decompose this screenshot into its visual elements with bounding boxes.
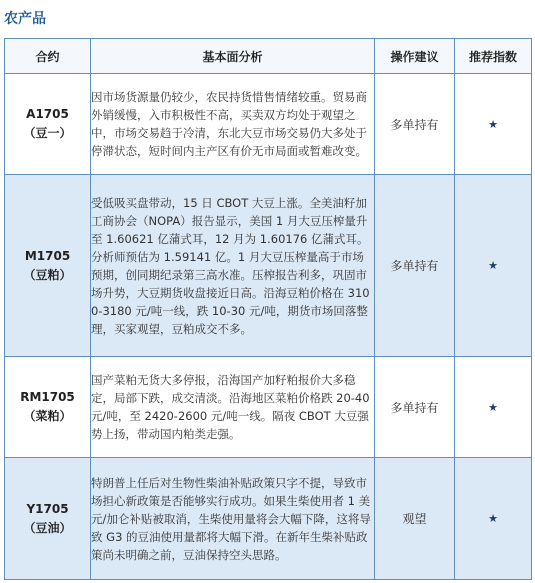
analysis-text: 国产菜粕无货大多停报，沿海国产加籽粕报价大多稳定，局部下跌，成交清淡。沿海地区菜粕价格跌 20-40 元/吨，至 2420-2600 元/吨一线。隔夜 CBOT 大豆强势上扬，带动国内粕类走强。 — [91, 357, 375, 458]
analysis-text: 特朗普上任后对生物性柴油补贴政策只字不提，导致市场担心新政策是否能够实行成功。如果生柴使用者 1 美元/加仑补贴被取消，生柴使用量将会大幅下降，这将导致 G3 的豆油使用量都将大幅下滑。在新年生柴补贴政策尚未明确之前，豆油保持空头思路。 — [91, 458, 375, 580]
advice-text: 多单持有 — [375, 175, 455, 357]
contract-name: （豆粕） — [23, 267, 72, 282]
table-row — [5, 175, 532, 357]
header-analysis: 基本面分析 — [91, 39, 375, 74]
table-row — [5, 458, 532, 580]
contract-code: Y1705 — [26, 501, 69, 516]
contract-code: RM1705 — [20, 390, 75, 404]
table-header-row — [5, 39, 532, 74]
contract-cell — [5, 357, 91, 458]
contract-code: M1705 — [24, 248, 71, 263]
advice-text: 多单持有 — [375, 357, 455, 458]
rating-star-icon: ★ — [455, 458, 532, 580]
contract-name: （豆一） — [23, 126, 72, 140]
advice-text: 多单持有 — [375, 74, 455, 175]
rating-star-icon: ★ — [455, 74, 532, 175]
table-row — [5, 74, 532, 175]
contract-cell — [5, 74, 91, 175]
analysis-text: 受低吸买盘带动，15 日 CBOT 大豆上涨。全美油籽加工商协会（NOPA）报告显示，美国 1 月大豆压榨量升至 1.60621 亿蒲式耳，12 月为 1.60176 亿蒲式耳。分析师预估为 1.59141 亿。1 月大豆压榨量高于市场预期，创同期纪录第三高水准。压榨报告利多，巩固市场升势，大豆期货收盘接近日高。沿海豆粕价格在 3100-3180 元/吨一线，跌 10-30 元/吨，期货市场回落整理，买家观望，豆粕成交不多。 — [91, 175, 375, 357]
contract-cell — [5, 175, 91, 357]
header-rating: 推荐指数 — [455, 39, 532, 74]
header-advice: 操作建议 — [375, 39, 455, 74]
analysis-text: 因市场货源量仍较少，农民持货惜售情绪较重。贸易商外销缓慢，入市积极性不高，买卖双方均处于观望之中，市场交易趋于冷清，东北大豆市场交易仍大多处于停滞状态，短时间内主产区有价无市局面或暂难改变。 — [91, 74, 375, 175]
header-contract: 合约 — [5, 39, 91, 74]
advice-text: 观望 — [375, 458, 455, 580]
contract-name: （菜粕） — [23, 409, 72, 423]
rating-star-icon: ★ — [455, 175, 532, 357]
rating-star-icon: ★ — [455, 357, 532, 458]
contract-cell — [5, 458, 91, 580]
table-row — [5, 357, 532, 458]
analysis-table — [4, 38, 532, 580]
section-title: 农产品 — [4, 11, 46, 27]
contract-code: A1705 — [26, 107, 69, 121]
contract-name: （豆油） — [23, 520, 72, 535]
